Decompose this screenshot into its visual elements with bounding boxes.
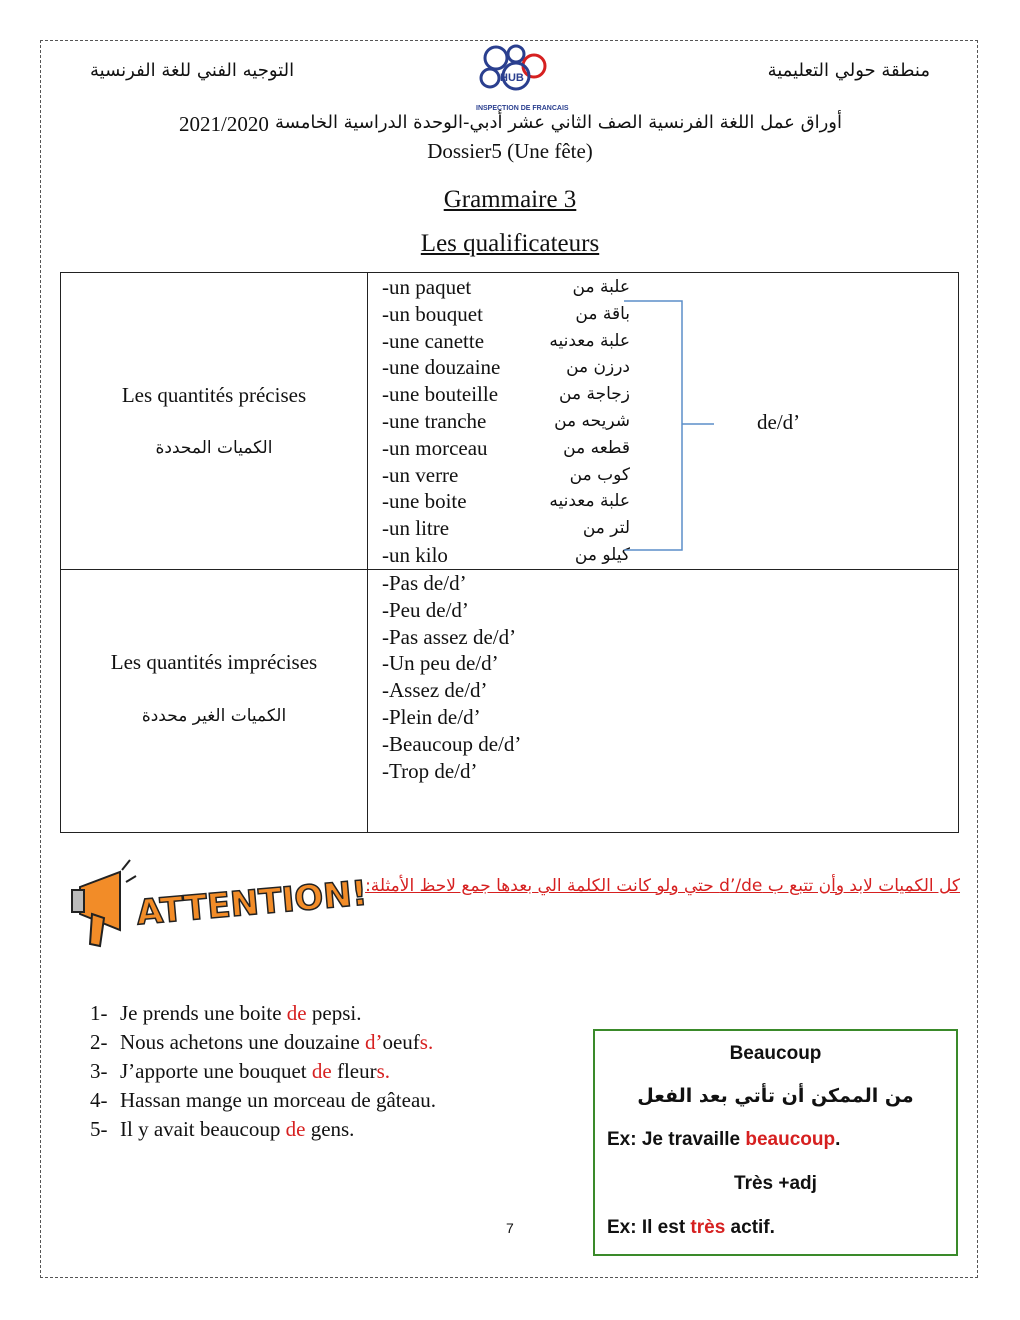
- imprecise-item: -Peu de/d’: [382, 597, 469, 622]
- attention-graphic: [70, 852, 369, 952]
- school-year: 2021/2020: [179, 112, 269, 136]
- imprecise-item: -Pas de/d’: [382, 571, 467, 595]
- precise-item-fr: -une douzaine: [382, 355, 501, 380]
- example-tail: s.: [419, 1030, 434, 1054]
- precise-item-fr: -un paquet: [382, 275, 472, 299]
- bracket: [368, 273, 960, 569]
- example-tail: s.: [376, 1059, 391, 1083]
- topic-title: Les qualificateurs: [420, 230, 600, 257]
- example-post: oeuf: [382, 1030, 420, 1054]
- header-left-arabic: التوجيه الفني للغة الفرنسية: [90, 60, 295, 81]
- attention-note: كل الكميات لابد وأن تتبع ب d’/de حتي ولو كانت الكلمة الي بعدها جمع لاحظ الأمثلة:: [365, 876, 960, 896]
- example-num: 4-: [90, 1088, 108, 1112]
- imprecise-label-ar: الكميات الغير محددة: [141, 706, 287, 726]
- example-hl: de: [286, 1001, 307, 1025]
- precise-item-ar: باقة من: [575, 303, 630, 324]
- precise-item-ar: كوب من: [569, 464, 630, 485]
- example-post: gens.: [305, 1117, 355, 1141]
- precise-item-fr: -une tranche: [382, 409, 487, 433]
- imprecise-item: -Assez de/d’: [382, 678, 488, 703]
- imprecise-item: -Un peu de/d’: [382, 651, 499, 676]
- precise-item-ar: قطعه من: [563, 437, 630, 458]
- imprecise-item: -Pas assez de/d’: [382, 624, 517, 649]
- example-num: 2-: [90, 1030, 108, 1054]
- imprecise-label-fr: Les quantités imprécises: [110, 650, 318, 674]
- precise-item-ar: كيلو من: [574, 545, 630, 565]
- header-right-arabic: منطقة حولي التعليمية: [767, 60, 930, 81]
- example-hl: de: [285, 1117, 306, 1141]
- precise-item-fr: -un litre: [382, 516, 450, 541]
- precise-item-fr: -un kilo: [382, 543, 448, 567]
- page-number: 7: [506, 1220, 514, 1236]
- example-num: 3-: [90, 1059, 108, 1083]
- precise-item-ar: علبة معدنيه: [549, 491, 630, 512]
- quantities-table: [60, 272, 959, 833]
- hub-logo: [476, 44, 569, 116]
- precise-item-ar: لتر من: [582, 518, 630, 539]
- example-num: 1-: [90, 1001, 108, 1025]
- example-item: [90, 1088, 436, 1113]
- precise-item-fr: -une bouteille: [382, 382, 499, 407]
- box-rule-2: Très +adj: [734, 1173, 817, 1194]
- example-item: [90, 1059, 390, 1084]
- example-post: fleur: [331, 1059, 377, 1083]
- precise-item-ar: زجاجة من: [559, 384, 630, 405]
- precise-item-fr: -un verre: [382, 462, 459, 487]
- imprecise-items-cell: [368, 570, 959, 833]
- example-hl: d’: [364, 1030, 383, 1054]
- example-pre: Hassan mange un morceau de gâteau.: [120, 1088, 437, 1112]
- precise-label-ar: الكميات المحددة: [155, 438, 273, 458]
- beaucoup-box: [593, 1029, 958, 1256]
- example-post: pepsi.: [306, 1001, 362, 1025]
- example-pre: J’apporte une bouquet: [120, 1059, 312, 1083]
- precise-label-cell: [61, 273, 368, 570]
- box-rule-arabic: من الممكن أن تأتي بعد الفعل: [637, 1085, 914, 1107]
- example-pre: Je prends une boite: [120, 1001, 287, 1025]
- example-item: [90, 1117, 354, 1142]
- precise-item-fr: -un morceau: [382, 435, 488, 460]
- connector-de: de/d’: [757, 410, 801, 434]
- imprecise-item: -Beaucoup de/d’: [382, 731, 522, 756]
- megaphone-icon: [72, 860, 136, 946]
- example-num: 5-: [90, 1117, 108, 1141]
- logo-sub-text: INSPECTION DE FRANCAIS: [476, 105, 569, 112]
- precise-item-ar: علبة من: [572, 277, 630, 297]
- imprecise-item: -Trop de/d’: [382, 758, 478, 783]
- precise-label-fr: Les quantités précises: [121, 383, 307, 407]
- box-example-2: Ex: Il est très actif.: [607, 1217, 775, 1238]
- example-item: [90, 1001, 361, 1026]
- box-example-1: Ex: Je travaille beaucoup.: [607, 1129, 841, 1150]
- example-item: [90, 1030, 433, 1055]
- precise-item-ar: شريحه من: [554, 411, 630, 431]
- example-pre: Nous achetons une douzaine: [120, 1030, 365, 1054]
- precise-item-fr: -un bouquet: [382, 301, 483, 326]
- imprecise-label-cell: [61, 570, 368, 833]
- dossier-title: Dossier5 (Une fête): [427, 139, 593, 163]
- example-pre: Il y avait beaucoup: [120, 1117, 286, 1141]
- precise-item-fr: -une boite: [382, 489, 467, 514]
- precise-item-ar: درزن من: [566, 357, 630, 378]
- example-hl: de: [311, 1059, 332, 1083]
- logo-hub-text: HUB: [500, 72, 524, 84]
- precise-item-fr: -une canette: [382, 328, 485, 353]
- precise-items-cell: [368, 273, 959, 570]
- precise-item-ar: علبة معدنيه: [549, 330, 630, 351]
- grammar-title: Grammaire 3: [443, 186, 577, 213]
- box-word: Beaucoup: [729, 1043, 822, 1064]
- imprecise-item: -Plein de/d’: [382, 705, 481, 729]
- attention-badge: ATTENTION!: [134, 873, 369, 934]
- worksheet-title-arabic: أوراق عمل اللغة الفرنسية الصف الثاني عشر أدبي-الوحدة الدراسية الخامسة: [275, 112, 842, 133]
